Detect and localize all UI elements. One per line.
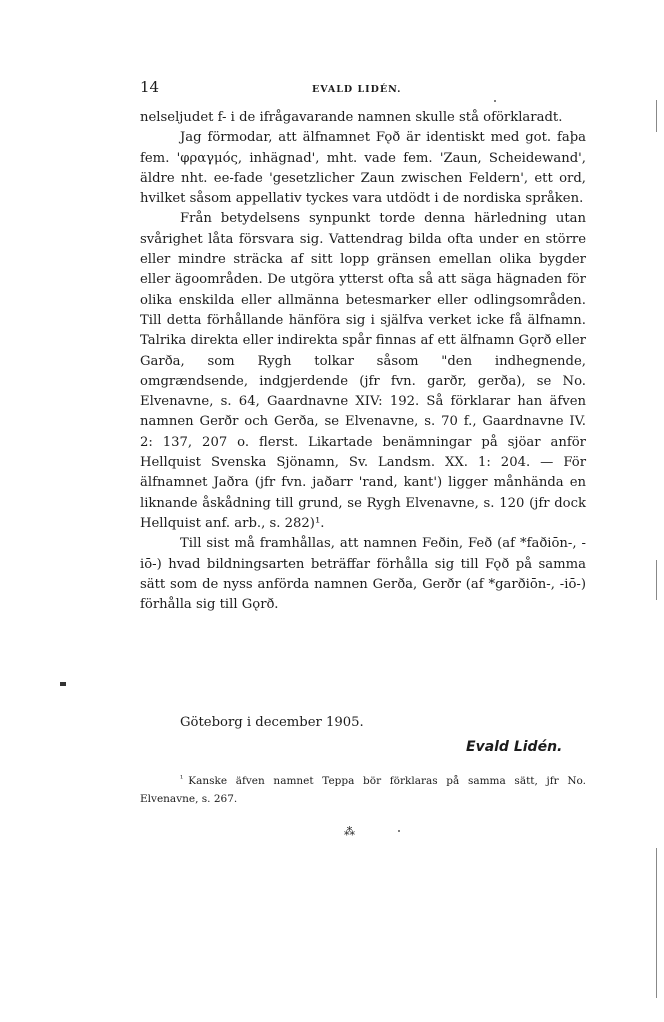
scan-speck [494,100,496,102]
paragraph-1: nelseljudet f- i de ifrågavarande namnen skulle stå oförklaradt. [140,110,563,125]
margin-mark [60,682,66,686]
paragraph-4: Till sist må framhållas, att namnen Feðin, Feð (af *faðiōn-, -iō-) hvad bildningsarten beträffar förhålla sig till Fǫð på samma sätt som de nyss anförda namnen Gerða, Gerðr (af *garðiōn-, -iō-) förhålla sig till Gǫrð. [140,536,586,613]
scan-edge [656,100,657,132]
running-head: EVALD LIDÉN. [312,84,402,95]
footnote-marker: ¹ [180,774,184,783]
footnote [140,770,586,808]
footnote-text: Kanske äfven namnet Teppa bör förklaras på samma sätt, jfr No. Elvenavne, s. 267. [140,775,586,805]
scan-edge [656,848,657,998]
date-line: Göteborg i december 1905. [180,715,364,730]
scan-speck [398,830,400,832]
scan-edge [656,560,657,600]
signature: Evald Lidén. [466,739,563,755]
paragraph-2: Jag förmodar, att älfnamnet Fǫð är identiskt med got. faþa fem. 'φραγμός, inhägnad', mht. vade fem. 'Zaun, Scheidewand', äldre nht. ee-fade 'gesetzlicher Zaun zwischen Feldern', ett ord, hvilket såsom appellativ tyckes vara utdödt i de nordiska språken. [140,130,586,207]
end-ornament: ⁂ [344,825,355,838]
body-text [140,108,586,615]
page-number: 14 [140,78,160,96]
paragraph-3: Från betydelsens synpunkt torde denna härledning utan svårighet låta försvara sig. Vattendrag bilda ofta under en större eller mindre sträcka af sitt lopp gränsen emellan olika bygder eller ägoområden. De utgöra ytterst ofta så att säga hägnaden för olika enskilda eller allmänna betesmarker eller odlingsområden. Till detta förhållande hänföra sig i själfva verket icke få älfnamn. Talrika direkta eller indirekta spår finnas af ett älfnamn Gǫrð eller Garða, som Rygh tolkar såsom "den indhegnende, omgrændsende, indgjerdende (jfr fvn. garðr, gerða), se No. Elvenavne, s. 64, Gaardnavne XIV: 192. Så förklarar han äfven namnen Gerðr och Gerða, se Elvenavne, s. 70 f., Gaardnavne IV. 2: 137, 207 o. flerst. Likartade benämningar på sjöar anför Hellquist Svenska Sjönamn, Sv. Landsm. XX. 1: 204. — För älfnamnet Jaðra (jfr fvn. jaðarr 'rand, kant') ligger månhända en liknande åskådning till grund, se Rygh Elvenavne, s. 120 (jfr dock Hellquist anf. arb., s. 282)¹. [140,211,586,531]
